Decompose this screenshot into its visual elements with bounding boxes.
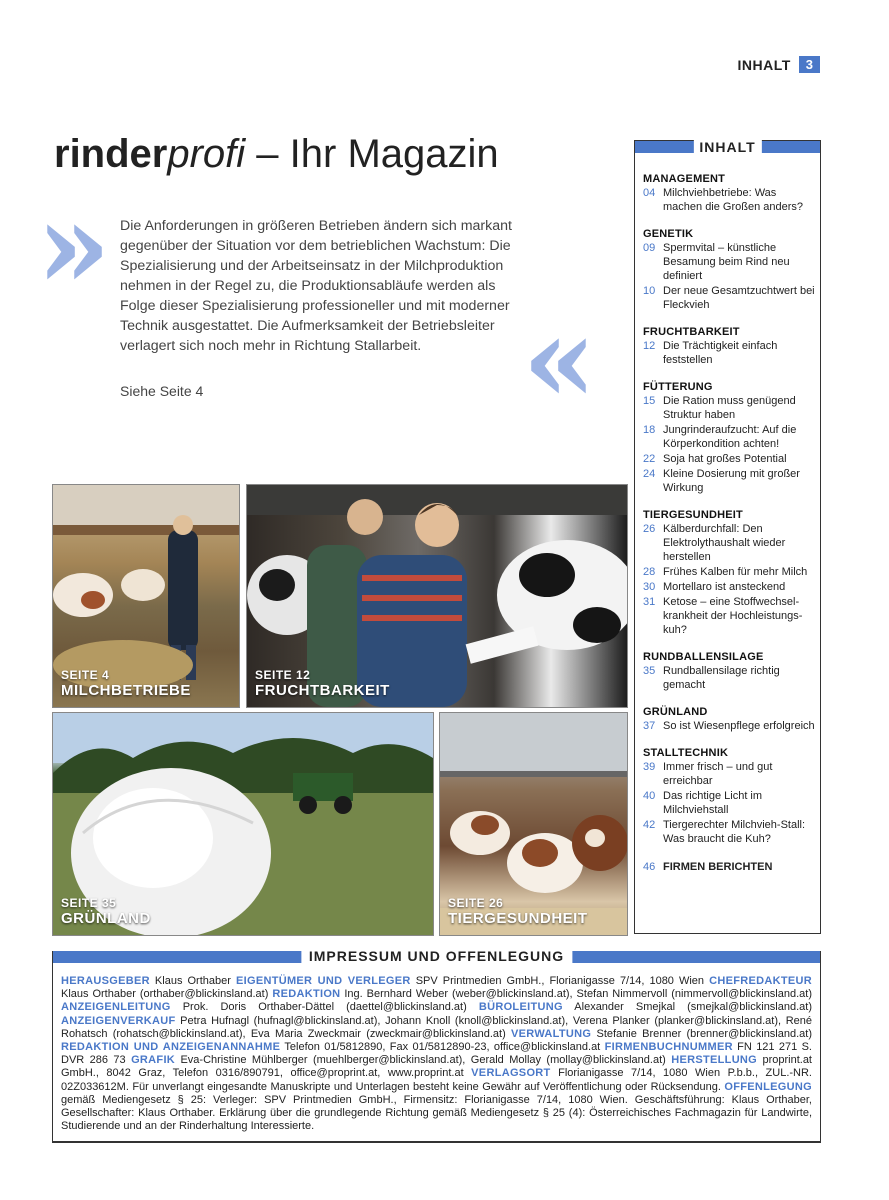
toc-entry[interactable] xyxy=(643,522,815,564)
toc-entry[interactable] xyxy=(643,339,815,367)
photo-milchbetriebe[interactable] xyxy=(52,484,240,708)
impressum-key: VERWALTUNG xyxy=(511,1027,592,1040)
toc-entry-page: 18 xyxy=(643,424,656,436)
photo-caption xyxy=(61,668,191,699)
toc-entry-title: Mortellaro ist ansteckend xyxy=(663,581,786,593)
impressum-key: BÜROLEITUNG xyxy=(478,1001,563,1014)
impressum-value: Alexander Smejkal (smejkal@blickinsland.at) xyxy=(562,1001,813,1014)
toc-entry-page: 31 xyxy=(643,596,656,608)
impressum-key: ANZEIGENVERKAUF xyxy=(61,1014,176,1027)
toc-entry-page: 39 xyxy=(643,761,656,773)
title-rest: – Ihr Magazin xyxy=(245,132,499,176)
toc-entry-page: 09 xyxy=(643,242,656,254)
toc-entry[interactable] xyxy=(643,467,815,495)
impressum-key: FIRMENBUCHNUMMER xyxy=(604,1041,733,1054)
toc-section xyxy=(643,381,815,495)
impressum-key: ANZEIGENLEITUNG xyxy=(61,1001,171,1014)
toc-entry-title: Frühes Kalben für mehr Milch xyxy=(663,566,808,578)
toc-entry[interactable] xyxy=(643,760,815,788)
toc-section-title: STALLTECHNIK xyxy=(643,747,729,759)
toc-section xyxy=(643,747,815,846)
toc-entry[interactable] xyxy=(643,595,815,637)
photo-tiergesundheit[interactable] xyxy=(439,712,628,936)
toc-section xyxy=(643,509,815,637)
toc-entry[interactable] xyxy=(643,565,815,579)
page-number: 3 xyxy=(799,56,820,73)
toc-entry-title: Tiergerechter Milchvieh-Stall: Was braucht die Kuh? xyxy=(663,819,806,845)
impressum-key: GRAFIK xyxy=(131,1054,176,1067)
toc-entry-title: FIRMEN BERICHTEN xyxy=(663,861,773,873)
toc-entry-title: Die Ration muss genügend Struktur haben xyxy=(663,395,796,421)
quote-close-icon: « xyxy=(522,289,597,430)
title-bold: rinder xyxy=(54,132,168,176)
photo-page: SEITE 26 xyxy=(448,896,504,910)
toc-entry[interactable] xyxy=(643,818,815,846)
toc-entry-title: Die Trächtigkeit einfach feststellen xyxy=(663,340,778,366)
title-italic: profi xyxy=(167,132,246,176)
toc-sidebar xyxy=(634,140,821,934)
impressum-key: OFFENLEGUNG xyxy=(724,1080,812,1093)
toc-entry-page: 12 xyxy=(643,340,656,352)
toc-entry-title: Spermvital – künstliche Besamung beim Rind neu definiert xyxy=(663,242,790,282)
toc-entry[interactable] xyxy=(643,284,815,312)
toc-entry-title: Immer frisch – und gut erreichbar xyxy=(663,761,773,787)
toc-entry-page: 30 xyxy=(643,581,656,593)
toc-section-title: RUNDBALLENSILAGE xyxy=(643,651,764,663)
toc-entry[interactable] xyxy=(643,394,815,422)
impressum-value: FN 121 271 S. DVR 286 73 xyxy=(61,1041,812,1067)
photo-gruenland[interactable] xyxy=(52,712,434,936)
impressum-text xyxy=(61,975,812,1133)
toc-entry-page: 37 xyxy=(643,720,656,732)
impressum-value: Florianigasse 7/14, 1080 Wien P.b.b., ZUL.-NR. 02Z033612M. Für unverlangt eingesandte Manuskripte und Unterlagen besteht keine Gewähr auf Veröffentlichung oder Rücksendung. xyxy=(61,1067,812,1093)
impressum-value: proprint.at GmbH., 8042 Graz, Telefon 0316/890791, office@proprint.at, www.proprint.at xyxy=(61,1054,812,1080)
page-title xyxy=(54,132,499,177)
toc-entry[interactable] xyxy=(643,719,815,733)
photo-fruchtbarkeit[interactable] xyxy=(246,484,628,708)
photo-topic: FRUCHTBARKEIT xyxy=(255,682,390,699)
impressum-key: EIGENTÜMER UND VERLEGER xyxy=(235,975,411,987)
toc-section xyxy=(643,706,815,733)
toc-entry[interactable] xyxy=(643,860,815,874)
toc-entry[interactable] xyxy=(643,580,815,594)
toc-entry-title: Ketose – eine Stoffwechsel-krankheit der Hochleistungs-kuh? xyxy=(663,596,803,636)
photo-topic: MILCHBETRIEBE xyxy=(61,682,191,699)
impressum-title: IMPRESSUM UND OFFENLEGUNG xyxy=(301,948,572,964)
toc-entry-page: 42 xyxy=(643,819,656,831)
toc-entry-page: 28 xyxy=(643,566,656,578)
toc-entry-page: 15 xyxy=(643,395,656,407)
impressum-value: Ing. Bernhard Weber (weber@blickinsland.at), Stefan Nimmervoll (nimmervoll@blickinsland.at) xyxy=(340,988,813,1001)
impressum-key: HERAUSGEBER xyxy=(61,975,150,987)
impressum-key: HERSTELLUNG xyxy=(671,1054,758,1067)
intro-text: Die Anforderungen in größeren Betrieben ändern sich markant gegenüber der Situation vor dem betrieblichen Wachstum: Die Spezialisierung und der Arbeitseinsatz in der Milchproduktion nehmen in der Regel zu, die Produktionsabläufe werden als Folge dieser Spezialisierung professioneller und mit moderner Technik ausgestattet. Die Aufmerksamkeit der Betriebsleiter verlagert sich noch mehr in Richtung Stallarbeit. xyxy=(120,218,512,354)
see-page-link[interactable]: Siehe Seite 4 xyxy=(120,383,204,399)
toc-entry-page: 04 xyxy=(643,187,656,199)
toc-entry-page: 26 xyxy=(643,523,656,535)
toc-section-title: MANAGEMENT xyxy=(643,173,726,185)
toc-entry[interactable] xyxy=(643,241,815,283)
toc-section xyxy=(643,860,815,874)
toc-section xyxy=(643,651,815,692)
toc-entry-title: Das richtige Licht im Milchviehstall xyxy=(663,790,763,816)
toc-entry-page: 24 xyxy=(643,468,656,480)
toc-entry-title: Jungrinderaufzucht: Auf die Körperkondition achten! xyxy=(663,424,797,450)
toc-entry[interactable] xyxy=(643,452,815,466)
photo-page: SEITE 12 xyxy=(255,668,311,682)
toc-entry-title: Rundballensilage richtig gemacht xyxy=(663,665,780,691)
photo-caption xyxy=(255,668,390,699)
toc-section-title: TIERGESUNDHEIT xyxy=(643,509,743,521)
photo-topic: TIERGESUNDHEIT xyxy=(448,910,588,927)
photo-caption xyxy=(448,896,588,927)
toc-section-title: FRUCHTBARKEIT xyxy=(643,326,740,338)
impressum-key: REDAKTION xyxy=(272,988,341,1001)
photo-topic: GRÜNLAND xyxy=(61,910,151,927)
impressum-value: Stefanie Brenner (brenner@blickinsland.at) xyxy=(591,1027,813,1040)
impressum-value: Telefon 01/5812890, Fax 01/5812890-23, office@blickinsland.at xyxy=(280,1041,605,1054)
toc-entry-page: 40 xyxy=(643,790,656,802)
impressum-value: Klaus Orthaber xyxy=(149,975,236,987)
impressum-key: REDAKTION UND ANZEIGENANNAHME xyxy=(61,1041,281,1054)
page-header xyxy=(737,56,820,73)
impressum-key: VERLAGSORT xyxy=(471,1067,551,1080)
toc-entry-title: Kälberdurchfall: Den Elektrolythaushalt wieder herstellen xyxy=(663,523,786,563)
toc-section xyxy=(643,173,815,214)
photo-page: SEITE 35 xyxy=(61,896,117,910)
toc-section xyxy=(643,228,815,312)
section-label: INHALT xyxy=(737,56,791,73)
toc-entry-page: 35 xyxy=(643,665,656,677)
toc-section-title: GRÜNLAND xyxy=(643,706,708,718)
toc-entry-title: Milchviehbetriebe: Was machen die Großen anders? xyxy=(663,187,804,213)
photo-page: SEITE 4 xyxy=(61,668,110,682)
toc-entry-title: So ist Wiesenpflege erfolgreich xyxy=(663,720,815,732)
toc-entry[interactable] xyxy=(643,664,815,692)
toc-entry-title: Kleine Dosierung mit großer Wirkung xyxy=(663,468,800,494)
toc-section xyxy=(643,326,815,367)
toc-title: INHALT xyxy=(693,139,761,155)
toc-section-title: FÜTTERUNG xyxy=(643,381,713,393)
toc-entry[interactable] xyxy=(643,186,815,214)
toc-list xyxy=(643,173,815,874)
impressum-box xyxy=(52,948,821,1143)
toc-entry-title: Der neue Gesamtzuchtwert bei Fleckvieh xyxy=(663,285,815,311)
toc-entry-title: Soja hat großes Potential xyxy=(663,453,787,465)
toc-entry-page: 22 xyxy=(643,453,656,465)
quote-open-icon: » xyxy=(36,175,111,316)
impressum-value: Eva-Christine Mühlberger (muehlberger@blickinsland.at), Gerald Mollay (mollay@blickinsland.at) xyxy=(175,1054,672,1067)
impressum-value: Prok. Doris Orthaber-Dättel (daettel@blickinsland.at) xyxy=(170,1001,479,1014)
impressum-value: gemäß Mediengesetz § 25: Verleger: SPV Printmedien GmbH., Firmensitz: Florianigasse 7/14, 1080 Wien. Geschäftsführung: Klaus Orthaber, Gesellschafter: Klaus Orthaber. Erklärung über die grundlegende Richtung gemäß Mediengesetz § 25 (4): Österreichisches Fachmagazin für Landwirte, Studierende und an der Rinderhaltung Interessierte. xyxy=(61,1093,812,1133)
toc-entry[interactable] xyxy=(643,423,815,451)
toc-section-title: GENETIK xyxy=(643,228,694,240)
impressum-value: Petra Hufnagl (hufnagl@blickinsland.at), Johann Knoll (knoll@blickinsland.at), Verena Planker (planker@blickinsland.at), René Rohatsch (rohatsch@blickinsland.at), Eva Maria Zweckmair (zweckmair@blickinsland.at) xyxy=(61,1014,812,1040)
impressum-value: SPV Printmedien GmbH., Florianigasse 7/14, 1080 Wien xyxy=(410,975,710,987)
photo-caption xyxy=(61,896,151,927)
toc-entry-page: 10 xyxy=(643,285,656,297)
toc-entry[interactable] xyxy=(643,789,815,817)
toc-entry-page: 46 xyxy=(643,861,656,873)
impressum-value: Klaus Orthaber (orthaber@blickinsland.at) xyxy=(61,988,273,1001)
impressum-key: CHEFREDAKTEUR xyxy=(709,975,812,987)
